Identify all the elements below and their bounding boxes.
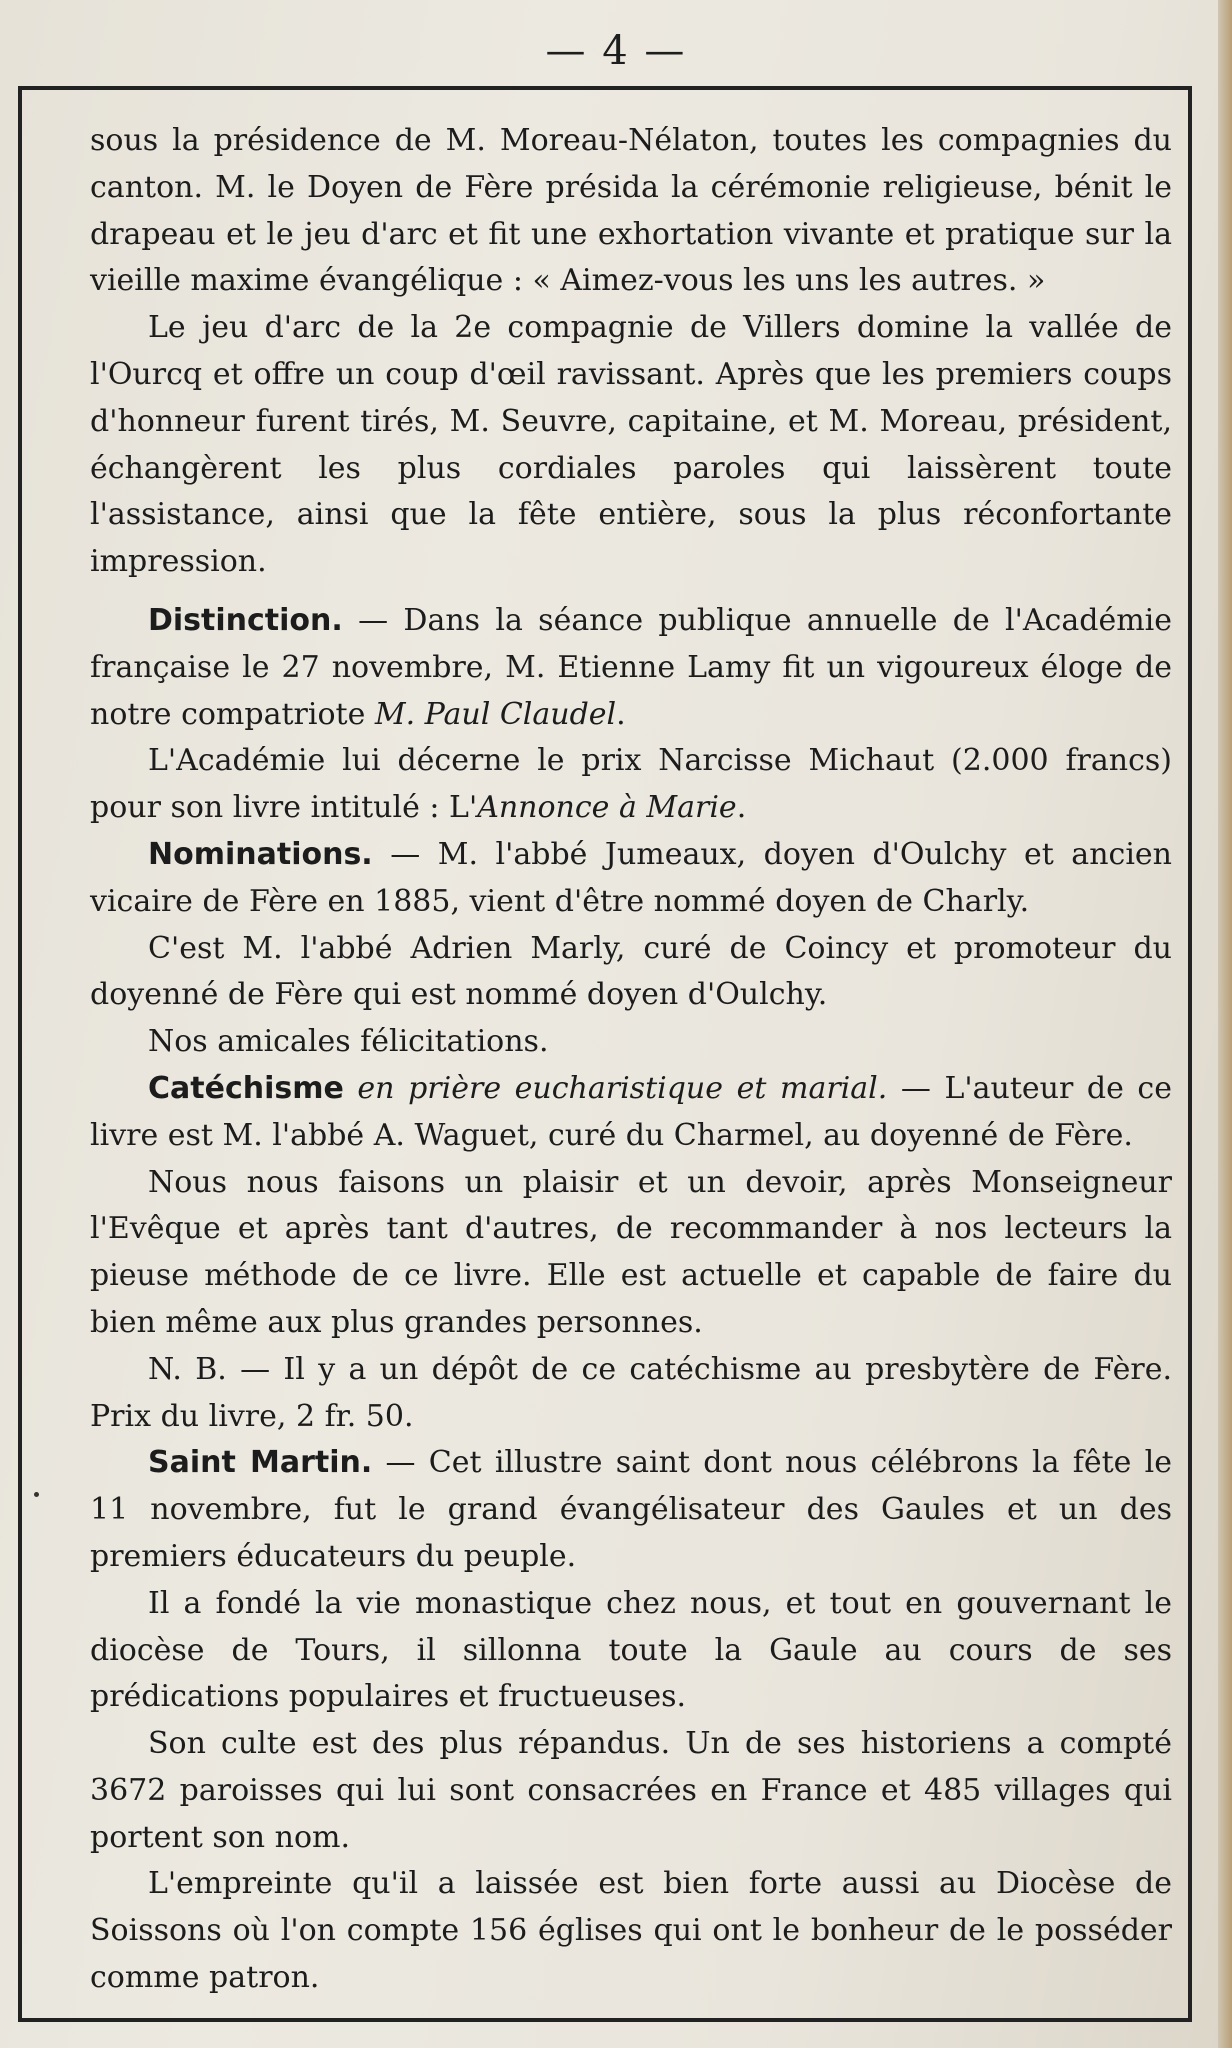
distinction-end: . xyxy=(616,696,626,732)
heading-nominations: Nominations. xyxy=(148,836,373,872)
nominations-text: — M. l'abbé Jumeaux, doyen d'Oulchy et ancien vicaire de Fère en 1885, vient d'être nommé doyen de Charly. xyxy=(90,836,1172,919)
distinction-name: M. Paul Claudel xyxy=(374,696,617,732)
academie-text: L'Académie lui décerne le prix Narcisse Michaut (2.000 francs) pour son livre intitulé : L' xyxy=(90,743,1172,826)
paragraph-vie-monastique: Il a fondé la vie monastique chez nous, et tout en gouvernant le diocèse de Tours, il sillonna toute la Gaule au cours de ses prédications populaires et fructueuses. xyxy=(90,1585,1172,1715)
page-number: — 4 — xyxy=(545,28,687,74)
ink-spot xyxy=(34,1492,39,1497)
heading-catechisme: Catéchisme xyxy=(148,1070,344,1106)
academie-end: . xyxy=(736,790,747,826)
paragraph-nominations xyxy=(90,832,1172,926)
paragraph-nb: N. B. — Il y a un dépôt de ce catéchisme au presbytère de Fère. Prix du livre, 2 fr. 50. xyxy=(90,1351,1172,1434)
paragraph-culte: Son culte est des plus répandus. Un de ses historiens a compté 3672 paroisses qui lui sont consacrées en France et 485 villages qui portent son nom. xyxy=(90,1726,1172,1855)
paragraph-jeu-d-arc: Le jeu d'arc de la 2e compagnie de Villers domine la vallée de l'Ourcq et offre un coup d'œil ravissant. Après que les premiers coups d'honneur furent tirés, M. Seuvre, capitaine, et M. Moreau, président, échangèrent les plus cordiales paroles qui laissèrent toute l'assistance, ainsi que la fête entière, sous la plus réconfortante impression. xyxy=(90,310,1172,580)
page-edge xyxy=(1218,0,1232,2048)
paragraph-distinction xyxy=(90,598,1172,738)
paragraph-recommandation: Nous nous faisons un plaisir et un devoir, après Monseigneur l'Evêque et après tant d'autres, de recommander à nos lecteurs la pieuse méthode de ce livre. Elle est actuelle et capable de faire du bien même aux plus grandes personnes. xyxy=(90,1164,1172,1340)
heading-catechisme-subtitle: en prière eucharistique et marial. xyxy=(343,1070,888,1106)
article-body xyxy=(90,118,1172,2002)
paragraph-saint-martin xyxy=(90,1440,1172,1580)
paragraph-catechisme xyxy=(90,1066,1172,1160)
saint-martin-text: — Cet illustre saint dont nous célébrons la fête le 11 novembre, fut le grand évangélisateur des Gaules et un des premiers éducateurs du peuple. xyxy=(90,1445,1173,1574)
distinction-text: — Dans la séance publique annuelle de l'Académie française le 27 novembre, M. Etienne Lamy fit un vigoureux éloge de notre compatriote xyxy=(90,602,1172,732)
academie-book-title: Annonce à Marie xyxy=(477,790,737,826)
heading-saint-martin: Saint Martin. xyxy=(148,1445,373,1481)
paragraph-marly: C'est M. l'abbé Adrien Marly, curé de Coincy et promoteur du doyenné de Fère qui est nommé doyen d'Oulchy. xyxy=(90,930,1172,1013)
paragraph-academie xyxy=(90,738,1172,832)
heading-distinction: Distinction. xyxy=(148,602,343,638)
paragraph-fete-continued: sous la présidence de M. Moreau-Nélaton, toutes les compagnies du canton. M. le Doyen de Fère présida la cérémonie religieuse, bénit le drapeau et le jeu d'arc et fit une exhortation vivante et pratique sur la vieille maxime évangélique : « Aimez-vous les uns les autres. » xyxy=(90,123,1172,299)
catechisme-text: — L'auteur de ce livre est M. l'abbé A. Waguet, curé du Charmel, au doyenné de Fère. xyxy=(90,1070,1172,1153)
paragraph-empreinte: L'empreinte qu'il a laissée est bien forte aussi au Diocèse de Soissons où l'on compte 156 églises qui ont le bonheur de le posséder comme patron. xyxy=(90,1866,1172,1996)
paragraph-felicitations: Nos amicales félicitations. xyxy=(148,1024,549,1060)
